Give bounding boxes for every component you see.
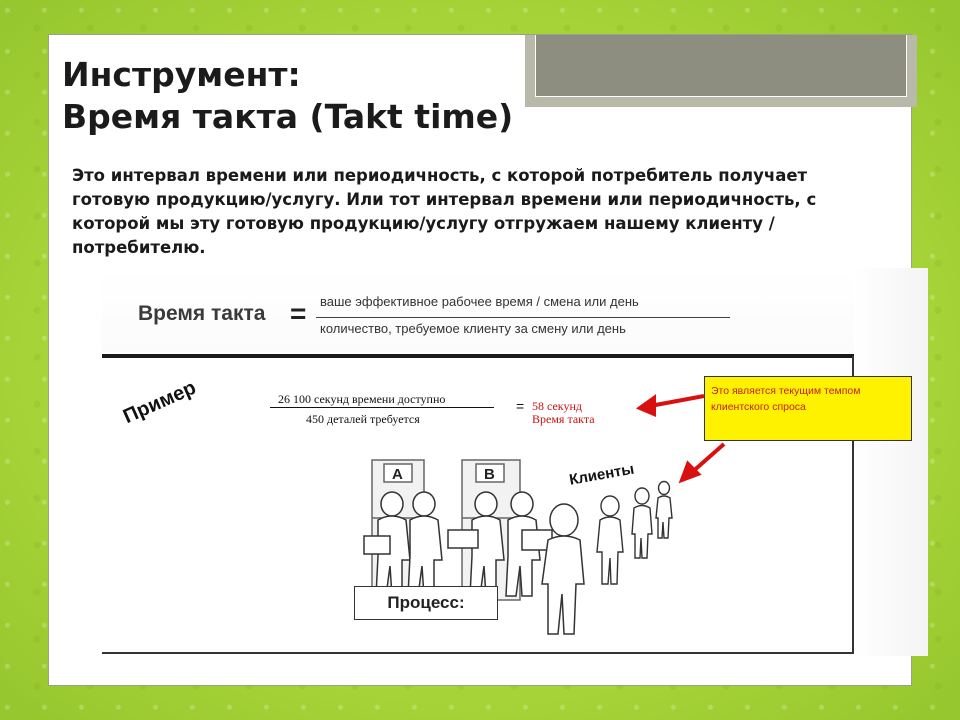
worker-icon xyxy=(408,492,442,596)
demand-callout: Это является текущим темпом клиентского спроса xyxy=(704,376,912,441)
calc-equals: = xyxy=(516,398,525,414)
client-queue-icon xyxy=(597,482,672,585)
customer-icon xyxy=(542,504,584,634)
clients-label: Клиенты xyxy=(568,460,636,489)
example-label: Пример xyxy=(120,376,200,429)
formula-numerator: ваше эффективное рабочее время / смена или день xyxy=(320,294,639,309)
calc-numerator: 26 100 секунд времени доступно xyxy=(278,392,446,406)
calc-fraction-line xyxy=(270,407,494,408)
formula-denominator: количество, требуемое клиенту за смену или день xyxy=(320,321,626,336)
worker-icon xyxy=(448,492,504,596)
process-label-box: Процесс: xyxy=(354,586,498,620)
process-drawing xyxy=(102,268,928,656)
page-title xyxy=(62,54,513,138)
station-b-label: B xyxy=(484,466,495,483)
calc-result-caption: Время такта xyxy=(532,412,595,426)
formula-equals: = xyxy=(290,298,307,329)
calc-result-value: 58 секунд xyxy=(532,399,582,413)
decorative-corner-card xyxy=(525,35,917,107)
definition-text: Это интервал времени или периодичность, с которой потребитель получает готовую продукцию/услугу. Или тот интервал времени или периодичность, с которой мы эту готовую продукцию/услугу отгружаем нашему клиенту / потребителю. xyxy=(72,166,817,257)
station-a-label: A xyxy=(392,466,403,483)
title-line-2: Время такта (Takt time) xyxy=(62,97,514,136)
formula-label: Время такта xyxy=(138,302,266,325)
takt-time-illustration xyxy=(102,268,928,656)
calc-denominator: 450 деталей требуется xyxy=(306,412,420,426)
calc-result xyxy=(532,400,595,426)
title-line-1: Инструмент: xyxy=(62,55,301,94)
